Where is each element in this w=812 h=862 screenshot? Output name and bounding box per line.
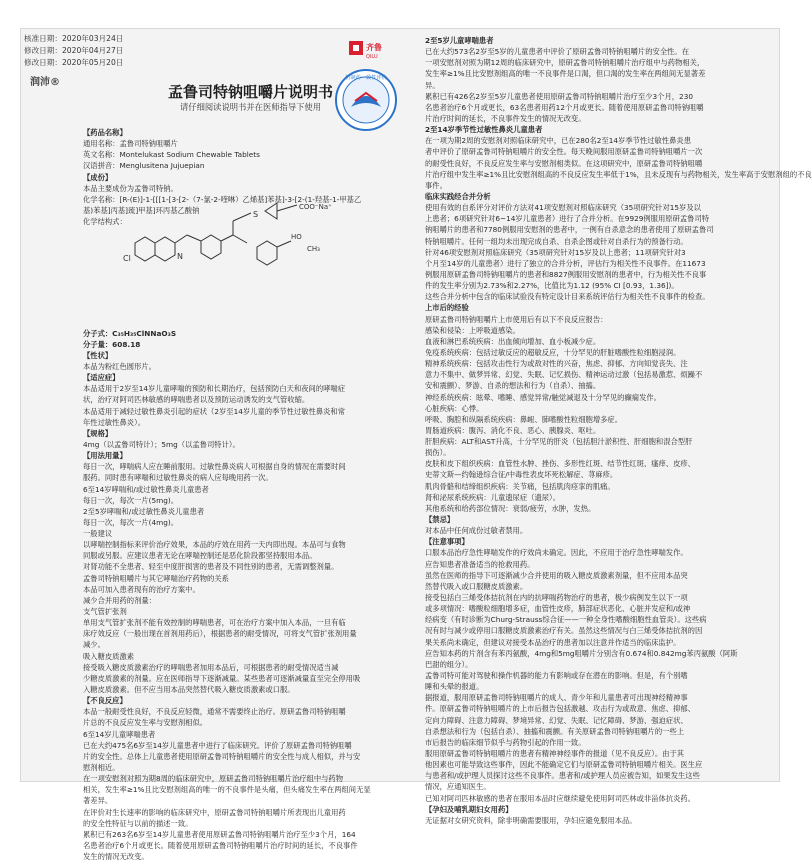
text-line: 原研孟鲁司特钠咀嚼片上市使用后有以下不良反应报告： <box>425 314 608 324</box>
text-line: 4mg（以孟鲁司特计）；5mg（以孟鲁司特计）。 <box>83 439 240 449</box>
text-line <box>83 294 418 305</box>
text-line: 应告知患者准备适当的抢救用药。 <box>425 559 535 569</box>
text-line: 英文名称：Montelukast Sodium Chewable Tablets <box>83 150 260 160</box>
brand-name: 润沛® <box>30 77 60 88</box>
text-line: 每日一次，哮喘病人应在睡前服用。过敏性鼻炎病人可根据自身的情况在需要时间 <box>83 462 346 472</box>
carboxylate-label: COO⁻Na⁺ <box>299 203 332 211</box>
text-line: 发生的情况无改变。 <box>83 852 149 862</box>
phenyl-ring <box>201 235 221 259</box>
text-line: 一般建议 <box>83 529 113 539</box>
text-line: 异。 <box>425 80 440 90</box>
text-line: 者中评价了原研孟鲁司特钠咀嚼片的安全性。每天晚间服用原研孟鲁司特钠咀嚼片一次 <box>425 147 703 157</box>
text-line: 他因素也可能导致这些事件，因此不能确定它们与原研孟鲁司特钠咀嚼片相关。医生应 <box>425 760 703 770</box>
text-line: 减少。 <box>83 640 105 650</box>
text-line: 孟鲁司特钠咀嚼片与其它哮喘治疗药物的关系 <box>83 573 229 583</box>
chlorine-label: Cl <box>123 254 131 263</box>
revision-date-2: 修改日期：2020年05月20日 <box>24 58 124 68</box>
qilu-logo <box>347 37 395 65</box>
text-line: 已在大约573名2岁至5岁的儿童患者中评价了原研孟鲁司特钠咀嚼片的安全性。在 <box>425 47 690 57</box>
text-line: 累积已有426名2岁至5岁儿童患者使用原研孟鲁司特钠咀嚼片治疗至少3个月，230 <box>425 91 693 101</box>
text-line: 分子量：608.18 <box>83 339 141 349</box>
logo-mark-inner <box>353 45 359 51</box>
quinoline-ring-b <box>155 237 175 261</box>
text-line: 神经系统疾病：眩晕、嗜睡、感觉异常/触觉减退及十分罕见的癫痫发作。 <box>425 392 661 402</box>
text-line: 接受吸入糖皮质激素治疗的哮喘患者加用本品后，可根据患者的耐受情况适当减 <box>83 662 339 672</box>
text-line: 上市后的经验 <box>425 303 469 313</box>
text-line: 上患者；6项研究针对6~14岁儿童患者）进行了合并分析。在9929例服用原研孟鲁司特 <box>425 214 710 224</box>
text-line: 本品为粉红色圆形片。 <box>83 361 156 371</box>
text-line: 化学名称：[R-(E)]-1-[[[1-[3-[2-（7-氯-2-喹啉）乙烯基]苯基]-3-[2-(1-羟基-1-甲基乙 <box>83 194 362 204</box>
text-line: 同服或另服。应建议患者无论在哮喘控制还是恶化阶段都坚持服用本品。 <box>83 551 317 561</box>
text-line: 肝胆疾病：ALT和AST升高，十分罕见的肝炎（包括胆汁淤积性、肝细胞和混合型肝 <box>425 437 693 447</box>
logo-text: 齐鲁 <box>366 43 382 52</box>
text-line: 血液和淋巴系统疾病：出血倾向增加、血小板减少症。 <box>425 336 601 346</box>
text-line: 吸入糖皮质激素 <box>83 651 135 661</box>
text-line: 每日一次，每次一片(5mg)。 <box>83 495 179 505</box>
text-line: 对肾功能不全患者、轻至中度肝损害的患者及不同性别的患者，无需调整剂量。 <box>83 562 339 572</box>
text-line: 年性过敏性鼻炎）。 <box>83 417 146 427</box>
text-line: 片治疗组中发生率≥1%且比安慰剂组高的不良反应发生率低于1%，且未反现有与药物相关，发生率高于安慰剂组的不良 <box>425 169 812 179</box>
text-line: 累积已有263名6岁至14岁儿童患者使用原研孟鲁司特钠咀嚼片治疗至少3个月，164 <box>83 829 356 839</box>
text-line: 【规格】 <box>83 428 113 438</box>
text-line: 2至14岁季节性过敏性鼻炎儿童患者 <box>425 125 543 135</box>
text-line: 在评价对生长速率的影响的临床研究中，原研孟鲁司特钠咀嚼片所表现出儿童用药 <box>83 807 346 817</box>
text-line: 在一项安慰剂对照为期8周的临床研究中，原研孟鲁司特钠咀嚼片治疗组中与药物 <box>83 774 344 784</box>
text-line: 安和震颤）、梦游、自杀的想法和行为（自杀）、抽搐。 <box>425 381 601 391</box>
logo-subtext: QILU <box>366 54 378 60</box>
text-line: 每日一次，每次一片(4mg)。 <box>83 517 179 527</box>
text-line: 床疗效反应（一般出现在首剂用药后），根据患者的耐受情况，可将支气管扩张剂用量 <box>83 629 357 639</box>
text-line: 肌肉骨骼和结缔组织疾病：关节痛，包括肌肉痉挛的肌痛。 <box>425 481 615 491</box>
text-line: 临床实践经合并分析 <box>425 191 491 201</box>
text-line: 其他系统和给药部位情况：衰弱/疲劳，水肿，发热。 <box>425 503 596 513</box>
text-line: 【性状】 <box>83 350 113 360</box>
text-line: 已在大约475名6岁至14岁儿童患者中进行了临床研究。评价了原研孟鲁司特钠咀嚼 <box>83 740 352 750</box>
text-line: 无证据对女研究资料，除非明确需要服用，孕妇应避免服用本品。 <box>425 815 637 825</box>
text-line: 本品可加入患者现有的治疗方案中。 <box>83 584 200 594</box>
text-line: 对本品中任何成份过敏者禁用。 <box>425 526 528 536</box>
text-line: 本品一般耐受性良好，不良反应轻微，通常不需要终止治疗。原研孟鲁司特钠咀嚼 <box>83 707 346 717</box>
text-line: 针对46项安慰剂对照临床研究（35项研究针对15岁及以上患者；11项研究针对3 <box>425 247 686 257</box>
text-line: 片的安全性。总体上儿童患者使用原研孟鲁司特钠咀嚼片的安全性与成人相似，并与安 <box>83 751 361 761</box>
text-line: 入糖皮质激素。但不应当用本品突然替代吸入糖皮质激素或口服。 <box>83 685 295 695</box>
text-line: 名患者治疗6个月或更长，63名患者用药12个月或更长。随着使用原研孟鲁司特钠咀嚼 <box>425 102 704 112</box>
text-line: 基)苯基]丙基]巯]甲基]环丙基乙酸钠 <box>83 205 200 215</box>
right-column <box>425 35 812 826</box>
text-line: 著差异。 <box>83 796 113 806</box>
text-line: 据报道，服用原研孟鲁司特钠咀嚼片的成人、青少年和儿童患者可出现神经精神事 <box>425 693 688 703</box>
text-line <box>83 283 418 294</box>
text-line: 6至14岁哮喘和/或过敏性鼻炎儿童患者 <box>83 484 209 494</box>
text-line: 或多项情况：嗜酸粒细胞增多症，血管性皮疹，肺部症状恶化、心脏并发症和/或神 <box>425 604 691 614</box>
text-line: 口服本品治疗急性哮喘发作的疗效尚未确定。因此，不应用于治疗急性哮喘发作。 <box>425 548 688 558</box>
text-line: 2至5岁哮喘和/或过敏性鼻炎儿童患者 <box>83 506 205 516</box>
nitrogen-label: N <box>177 252 183 261</box>
text-line: 然替代吸入或口服糖皮质激素。 <box>425 581 528 591</box>
text-line: 的安全性特征与以前的描述一致。 <box>83 818 193 828</box>
approval-date: 核准日期：2020年03月24日 <box>24 34 124 43</box>
text-line: 分子式：C₃₅H₃₅ClNNaO₃S <box>83 328 177 338</box>
chemical-structure-diagram <box>121 191 361 279</box>
text-line: 本品适用于2岁至14岁儿童哮喘的预防和长期治疗，包括预防白天和夜间的哮喘症 <box>83 384 346 394</box>
text-line: 特钠咀嚼片。任何一组均未出现完成自杀、自杀企图或针对自杀行为的预备行动。 <box>425 236 688 246</box>
document-subtitle: 请仔细阅读说明书并在医师指导下使用 <box>179 102 322 112</box>
text-line: 化学结构式： <box>83 217 127 227</box>
text-line: 接受包括白三烯受体拮抗剂在内的抗哮喘药物治疗的患者，极少病例发生以下一项 <box>425 593 688 603</box>
text-line: 的耐受性良好，不良反应发生率与安慰剂相类似。在这项研究中，原研孟鲁司特钠咀嚼 <box>425 158 703 168</box>
propyl-bond <box>233 235 247 243</box>
chain-bond-1 <box>221 235 233 241</box>
revision-date-1: 修改日期：2020年04月27日 <box>24 46 124 56</box>
leaflet-sheet <box>20 28 812 862</box>
text-line: 相关，发生率≥1%且比安慰剂组高的唯一的不良事件是头痛，但头痛发生率在两组间无显 <box>83 785 371 795</box>
text-line: 情况，应通知医生。 <box>425 782 491 792</box>
text-line: 名患者治疗6个月或更长。随着使用原研孟鲁司特钠咀嚼片治疗时间的延长，不良事件 <box>83 841 358 850</box>
text-line: 2至5岁儿童哮喘患者 <box>425 36 494 45</box>
text-line: 这些合并分析中包含的临床试验没有特定设计目来系统评估行为相关性不良事件的检查。 <box>425 292 710 302</box>
quinoline-ring-a <box>135 237 155 261</box>
text-line: 【不良反应】 <box>83 696 127 706</box>
text-line: 皮肤和皮下组织疾病：血管性水肿、挫伤、多形性红斑、结节性红斑、瘙痒、皮疹、 <box>425 459 695 469</box>
text-line <box>83 305 418 316</box>
text-line: 少糖皮质激素的剂量。应在医师指导下逐渐减量。某些患者可逐渐减量直至完全停用吸 <box>83 673 361 683</box>
text-line: 呼吸、胸腔和纵隔系统疾病：鼻衄、肺嗜酸性粒细胞增多症。 <box>425 414 623 424</box>
text-line: 个月至14岁的儿童患者）进行了独立的合并分析，评估行为相关性不良事件。在11673 <box>425 258 706 268</box>
hydroxyphenyl-ring <box>257 241 277 265</box>
text-line: 胃肠道疾病：腹泻、消化不良、恶心、胰腺炎、呕吐。 <box>425 425 601 435</box>
text-line: 巴甜的组分）。 <box>425 659 473 669</box>
text-line: 与患者和/或护理人员探讨这些不良事件。患者和/或护理人员应被告知，如果发生这些 <box>425 771 700 781</box>
text-line: 件。原研孟鲁司特钠咀嚼片的上市后报告包括激越、攻击行为或敌意、焦虑、抑郁、 <box>425 704 695 714</box>
text-line: 睡和头晕的报道。 <box>425 682 484 692</box>
text-line: 在一项为期2周的安慰剂对照临床研究中，已在280名2至14岁季节性过敏性鼻炎患 <box>425 136 691 146</box>
carbinol-bond <box>277 241 291 247</box>
text-line: 虽然在医师的指导下可逐渐减少合并使用的吸入糖皮质激素剂量，但不应用本品突 <box>425 570 688 580</box>
text-line: 意力不集中、做梦异常、幻觉、失眠、记忆损伤、精神运动过激（包括易激惹、烦躁不 <box>425 370 703 380</box>
text-line: 【注意事项】 <box>425 537 469 547</box>
text-line: 6至14岁儿童哮喘患者 <box>83 729 156 739</box>
acetate-bond <box>277 205 297 211</box>
text-line: 心脏疾病：心悸。 <box>425 403 484 413</box>
text-line: 通用名称：孟鲁司特钠咀嚼片 <box>83 139 178 149</box>
text-line: 【成份】 <box>83 172 113 182</box>
text-line: 本品适用于减轻过敏性鼻炎引起的症状（2岁至14岁儿童的季节性过敏性鼻炎和常 <box>83 406 346 416</box>
vinyl-bond-2 <box>187 235 201 241</box>
text-line: 【孕妇及哺乳期妇女用药】 <box>425 804 513 814</box>
approval-dates <box>24 33 123 70</box>
text-line: 减少合并用药的剂量： <box>83 595 156 605</box>
text-line: 况有时与减少或停用口服糖皮质激素治疗有关。虽然这些情况与白三烯受体拮抗剂的因 <box>425 626 703 636</box>
text-line: 【用法用量】 <box>83 451 127 461</box>
text-line: 已知对阿司匹林敏感的患者在服用本品时应继续避免使用阿司匹林或非甾体抗炎药。 <box>425 793 695 803</box>
text-line: 应告知本药的片剂含有苯丙氨酸，4mg和5mg咀嚼片分别含有0.674和0.842mg苯丙氨酸（阿斯 <box>425 648 738 658</box>
text-line: 一项安慰剂对照为期12周的临床研究中，原研孟鲁司特钠咀嚼片治疗组中与药物相关， <box>425 58 705 68</box>
text-line: 使用有效的自系评分对评价方法对41项安慰剂对照临床研究（35项研究针对15岁及以 <box>425 203 701 213</box>
text-line: 【适应症】 <box>83 373 120 383</box>
text-line: 慰剂相近。 <box>83 763 120 773</box>
hydroxyl-label: HO <box>291 233 302 241</box>
text-line: 单用支气管扩张剂不能有效控制的哮喘患者，可在治疗方案中加入本品，一旦有临 <box>83 618 346 628</box>
text-line: 自杀想法和行为（包括自杀）、抽搐和震颤。有关原研孟鲁司特钠咀嚼片的一些上 <box>425 726 685 736</box>
text-line: 服用原研孟鲁司特钠咀嚼片的患者有精神神经事件的报道（见不良反应）。由于其 <box>425 749 685 758</box>
thioether-bond <box>233 213 251 221</box>
text-line: 【禁忌】 <box>425 515 455 525</box>
vinyl-bond-1 <box>175 235 187 243</box>
text-line: 精神系统疾病：包括攻击性行为或敌对性的兴奋，焦虑、抑郁、方向知觉丧失、注 <box>425 359 688 369</box>
sulfur-label: S <box>253 210 259 219</box>
text-line: 发生率≥1%且比安慰剂组高的唯一不良事件是口渴，但口渴的发生率在两组间无显著差 <box>425 69 706 79</box>
text-line: 孟鲁司特可能对驾驶和操作机器的能力有影响或存在潜在的影响。但是，有个别嗜 <box>425 671 688 681</box>
text-line: 果关系尚未确定，但建议对接受本品治疗的患者加以注意并作适当的临床监护。 <box>425 637 681 647</box>
text-line: 例服用原研孟鲁司特钠咀嚼片的患者和8827例服用安慰剂的患者中，行为相关性不良事 <box>425 269 707 279</box>
text-line: 片总的不良反应发生率与安慰剂相似。 <box>83 718 208 728</box>
text-line: 事件。 <box>425 180 447 190</box>
text-line: 汉语拼音：Menglusitena Jujuepian <box>83 161 205 171</box>
document-title: 孟鲁司特钠咀嚼片说明书 <box>167 83 333 101</box>
text-line: 史蒂文斯—约翰逊综合征/中毒性表皮坏死松解症、荨麻疹。 <box>425 470 618 480</box>
text-line: 免疫系统疾病：包括过敏反应的超敏反应，十分罕见的肝脏嗜酸性粒细胞浸润。 <box>425 347 681 357</box>
text-line: 钠咀嚼片的患者和7780例服用安慰剂的患者中，一例有自杀意念的患者使用了原研孟鲁司 <box>425 225 714 235</box>
text-line <box>83 316 418 327</box>
text-line: 本品主要成份为孟鲁司特钠。 <box>83 183 178 193</box>
text-line: 服药。同时患有哮喘和过敏性鼻炎的病人应每晚用药一次。 <box>83 473 273 483</box>
text-line: 状，治疗对阿司匹林敏感的哮喘患者以及预防运动诱发的支气管收缩。 <box>83 395 310 405</box>
text-line: 件的发生率分别为2.73%和2.27%，比值比为1.12 (95% CI [0.93，1.36])。 <box>425 281 679 291</box>
badge-text: 仿制药一致性评价 <box>345 75 387 81</box>
text-line: 定向力障碍、注意力障碍、梦境异常、幻觉、失眠、记忆障碍、梦游、强迫症状、 <box>425 715 688 725</box>
text-line: 肾和泌尿系统疾病：儿童遗尿症（遗尿）。 <box>425 492 560 502</box>
text-line: 【药品名称】 <box>83 128 127 137</box>
text-line: 损伤）。 <box>425 448 451 458</box>
methyl-label: CH₃ <box>307 245 320 253</box>
text-line: 市后报告的临床细节似乎与药物引起的作用一致。 <box>425 737 586 747</box>
text-line: 以哮喘控制指标来评价治疗效果，本品的疗效在用药一天内即出现。本品可与食物 <box>83 540 346 550</box>
text-line: 片治疗时间的延长，不良事件发生的情况无改变。 <box>425 113 586 123</box>
cyclopropane-ring <box>265 203 277 219</box>
text-line: 支气管扩张剂 <box>83 607 127 617</box>
text-line: 感染和侵染：上呼吸道感染。 <box>425 325 520 335</box>
text-line: 经病变（有时诊断为Churg-Strauss综合征——一种全身性嗜酸细胞性血管炎）。这些病 <box>425 615 707 625</box>
